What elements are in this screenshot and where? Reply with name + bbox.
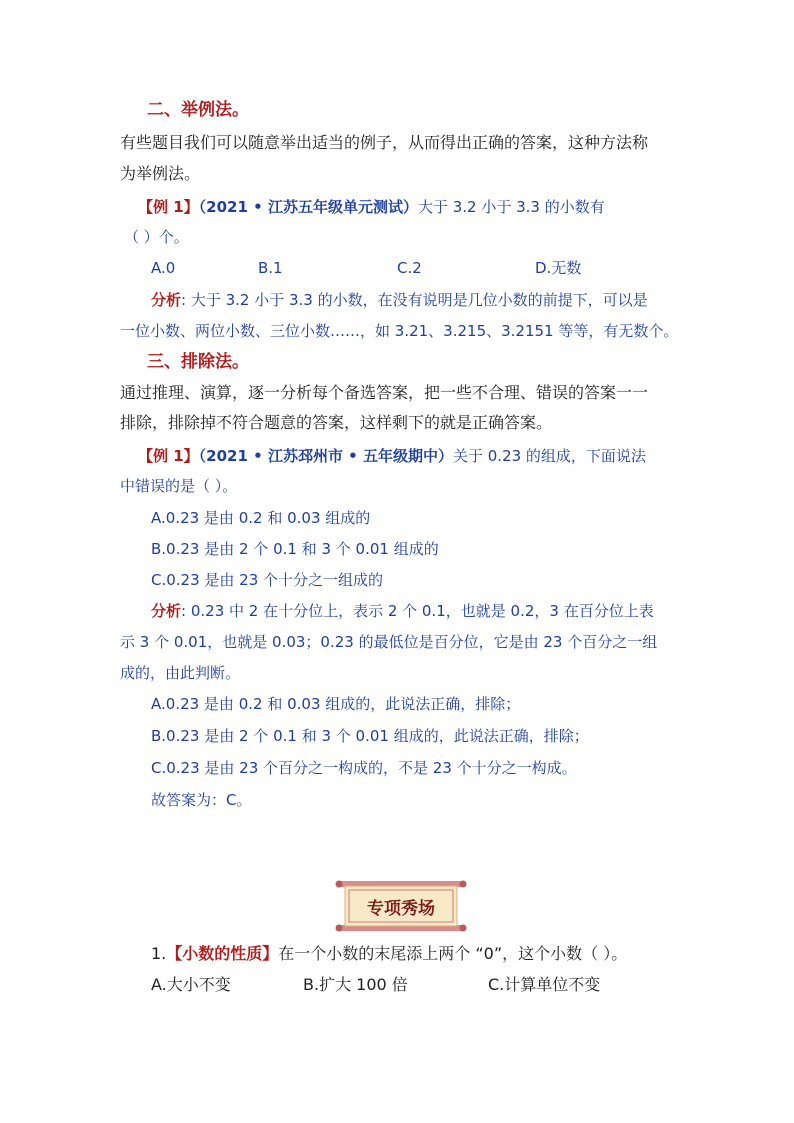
explanation-a: A.0.23 是由 0.2 和 0.03 组成的，此说法正确，排除； — [151, 695, 521, 713]
answer-line: 故答案为：C。 — [151, 791, 252, 809]
section-heading-elimination-method: 三、排除法。 — [147, 352, 249, 372]
question-1 — [151, 944, 627, 964]
option-c: C.0.23 是由 23 个十分之一组成的 — [151, 571, 384, 589]
intro-text-line-2: 为举例法。 — [120, 164, 201, 183]
question-tag: 【小数的性质】 — [166, 944, 279, 963]
option-c: C.2 — [397, 259, 422, 277]
example-question — [138, 197, 605, 217]
example-question — [138, 446, 646, 466]
analysis-label: 分析 — [151, 602, 182, 620]
explanation-c: C.0.23 是由 23 个百分之一构成的，不是 23 个十分之一构成。 — [151, 759, 577, 777]
option-a: A.0 — [151, 259, 176, 277]
explanation-b: B.0.23 是由 2 个 0.1 和 3 个 0.01 组成的，此说法正确，排除； — [151, 727, 589, 745]
analysis-line-1 — [151, 290, 648, 310]
question-number: 1. — [151, 944, 167, 963]
question-text: 在一个小数的末尾添上两个 “0”，这个小数（ ）。 — [278, 944, 628, 963]
question-option-b: B.扩大 100 倍 — [303, 975, 408, 994]
intro-text-line-1: 通过推理、演算，逐一分析每个备选答案，把一些不合理、错误的答案一一 — [120, 383, 649, 402]
example-question-text: 关于 0.23 的组成，下面说法 — [453, 447, 646, 465]
question-option-a: A.大小不变 — [151, 975, 231, 994]
analysis-text: : 大于 3.2 小于 3.3 的小数，在没有说明是几位小数的前提下，可以是 — [181, 291, 648, 309]
option-d: D.无数 — [535, 259, 582, 277]
banner-title: 专项秀场 — [367, 898, 435, 919]
example-tag: 【例 1】 — [138, 447, 199, 465]
analysis-line-2: 示 3 个 0.01，也就是 0.03；0.23 的最低位是百分位，它是由 23 个百分之一组 — [120, 633, 658, 651]
question-option-c: C.计算单位不变 — [488, 975, 601, 994]
example-source: （2021 • 江苏邳州市 • 五年级期中） — [198, 447, 453, 465]
analysis-line-3: 成的，由此判断。 — [120, 664, 241, 682]
analysis-line-2: 一位小数、两位小数、三位小数……，如 3.21、3.215、3.2151 等等，有无数个。 — [120, 322, 679, 340]
option-a: A.0.23 是由 0.2 和 0.03 组成的 — [151, 509, 371, 527]
section-heading-example-method: 二、举例法。 — [147, 100, 249, 120]
example-source: （2021 • 江苏五年级单元测试） — [198, 198, 418, 216]
option-b: B.0.23 是由 2 个 0.1 和 3 个 0.01 组成的 — [151, 540, 439, 558]
example-question-blank: 中错误的是（ ）。 — [120, 477, 238, 495]
example-question-text: 大于 3.2 小于 3.3 的小数有 — [417, 198, 605, 216]
example-question-blank: （ ）个。 — [124, 228, 189, 246]
analysis-line-1 — [151, 601, 654, 621]
analysis-label: 分析 — [151, 291, 182, 309]
section-banner — [335, 878, 467, 934]
option-b: B.1 — [258, 259, 283, 277]
example-tag: 【例 1】 — [138, 198, 199, 216]
intro-text-line-2: 排除，排除掉不符合题意的答案，这样剩下的就是正确答案。 — [120, 413, 553, 432]
analysis-text: : 0.23 中 2 在十分位上，表示 2 个 0.1，也就是 0.2，3 在百分位上表 — [181, 602, 654, 620]
intro-text-line-1: 有些题目我们可以随意举出适当的例子，从而得出正确的答案，这种方法称 — [120, 133, 649, 152]
